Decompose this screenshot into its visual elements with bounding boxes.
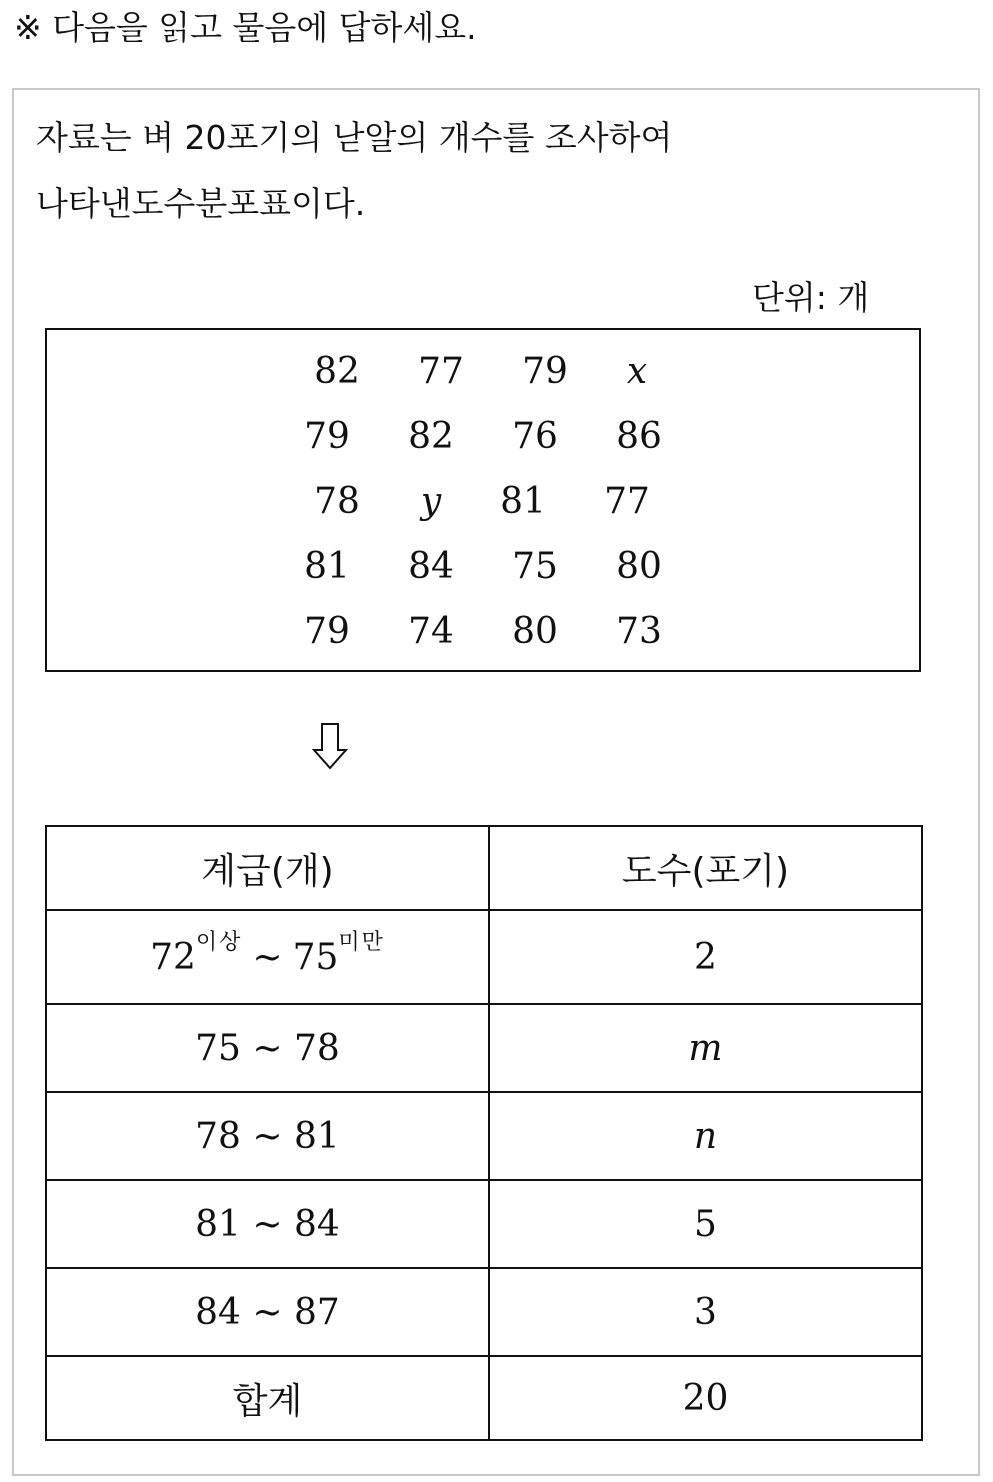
data-value: 79 — [304, 611, 350, 652]
class-high-suffix: 미만 — [338, 929, 385, 955]
table-total-row — [46, 1356, 922, 1440]
class-low-suffix: 이상 — [195, 929, 243, 955]
data-value: 80 — [616, 546, 662, 587]
data-variable-x: x — [626, 351, 648, 392]
raw-data-box — [45, 328, 921, 672]
frequency-cell: 3 — [489, 1268, 922, 1356]
header-frequency: 도수(포기) — [489, 826, 922, 910]
data-value: 84 — [408, 546, 454, 587]
data-value: 74 — [408, 611, 454, 652]
header-class: 계급(개) — [46, 826, 489, 910]
class-high: 75 — [292, 936, 339, 978]
description-line-1: 자료는 벼 20포기의 낟알의 개수를 조사하여 — [36, 118, 673, 157]
class-tilde: ~ — [252, 936, 283, 978]
data-value: 79 — [304, 416, 350, 457]
frequency-cell: 2 — [489, 910, 922, 1004]
down-arrow-icon — [312, 722, 348, 770]
class-cell: 78 ~ 81 — [46, 1092, 489, 1180]
class-cell: 81 ~ 84 — [46, 1180, 489, 1268]
table-row — [46, 1180, 922, 1268]
data-value: 86 — [616, 416, 662, 457]
total-label: 합계 — [46, 1356, 489, 1440]
table-row — [46, 1092, 922, 1180]
data-value: 76 — [512, 416, 558, 457]
data-value: 82 — [314, 351, 360, 392]
frequency-cell-m: m — [489, 1004, 922, 1092]
table-row — [46, 1004, 922, 1092]
description-line-2: 나타낸도수분포표이다. — [36, 184, 366, 223]
total-value: 20 — [489, 1356, 922, 1440]
table-row — [46, 1268, 922, 1356]
data-variable-y: y — [420, 481, 442, 522]
data-value: 77 — [418, 351, 464, 392]
data-value: 79 — [522, 351, 568, 392]
data-value: 81 — [304, 546, 350, 587]
unit-label: 단위: 개 — [752, 278, 870, 317]
data-value: 80 — [512, 611, 558, 652]
frequency-cell-n: n — [489, 1092, 922, 1180]
data-value: 78 — [314, 481, 360, 522]
table-header-row — [46, 826, 922, 910]
class-cell — [46, 910, 489, 1004]
class-cell: 75 ~ 78 — [46, 1004, 489, 1092]
data-value: 77 — [604, 481, 650, 522]
data-value: 73 — [616, 611, 662, 652]
instruction-text: ※ 다음을 읽고 물음에 답하세요. — [14, 8, 477, 47]
frequency-table — [45, 825, 923, 1441]
data-value: 75 — [512, 546, 558, 587]
class-low: 72 — [150, 936, 196, 978]
frequency-cell: 5 — [489, 1180, 922, 1268]
table-row — [46, 910, 922, 1004]
data-value: 81 — [500, 481, 546, 522]
class-cell: 84 ~ 87 — [46, 1268, 489, 1356]
data-value: 82 — [408, 416, 454, 457]
